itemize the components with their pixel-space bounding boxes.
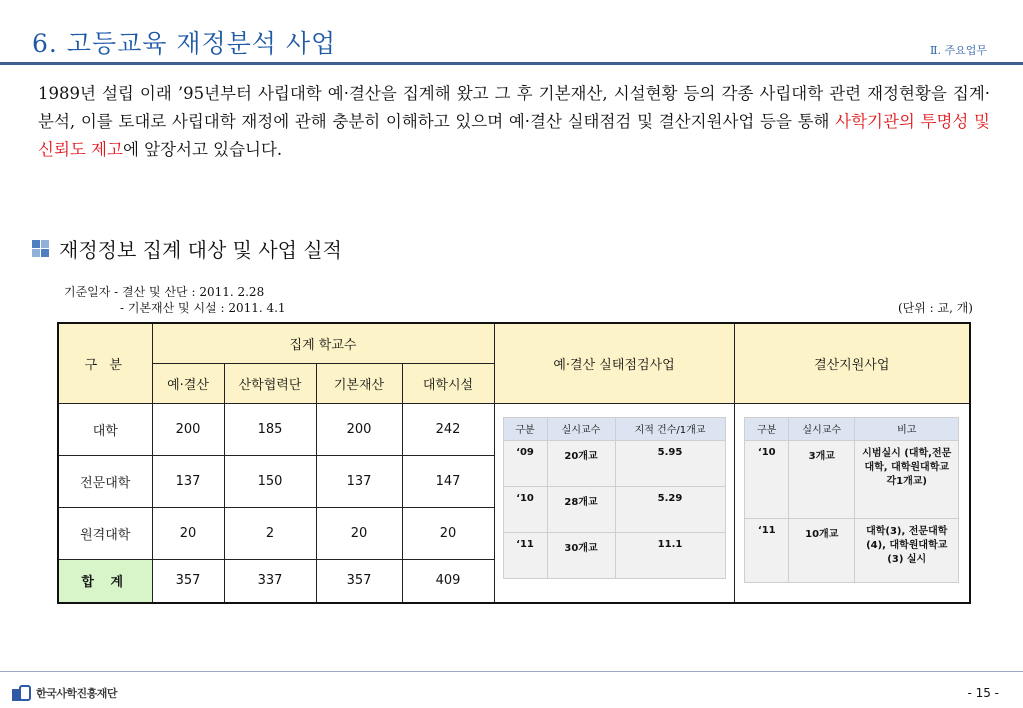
section-tag: Ⅱ. 주요업무: [930, 44, 987, 57]
inspection-cell-ratio: 11.1: [615, 532, 725, 578]
table-cell: 147: [402, 455, 494, 507]
support-cell-note: 시범실시 (대학,전문대학, 대학원대학교 각1개교): [855, 440, 959, 518]
header-school-count: 집계 학교수: [152, 323, 494, 363]
support-cell-year: ‘11: [745, 518, 789, 582]
reference-date-note-1: 기준일자 - 결산 및 산단 : 2011. 2.28: [64, 285, 265, 299]
section-heading: [32, 234, 342, 263]
support-header: 실시교수: [789, 417, 855, 440]
inspection-cell-ratio: 5.95: [615, 440, 725, 486]
table-cell: 137: [316, 455, 402, 507]
header-facilities: 대학시설: [402, 363, 494, 403]
header-budget: 예·결산: [152, 363, 224, 403]
inspection-header: 지적 건수/1개교: [615, 417, 725, 440]
inspection-cell-count: 28개교: [547, 486, 615, 532]
table-cell: 150: [224, 455, 316, 507]
row-label: 대학: [58, 403, 152, 455]
table-cell: 242: [402, 403, 494, 455]
intro-text-end: 에 앞장서고 있습니다.: [122, 140, 283, 159]
header-assets: 기본재산: [316, 363, 402, 403]
logo-mark-icon: [12, 683, 32, 703]
unit-note: (단위 : 교, 개): [897, 301, 973, 315]
table-cell: 185: [224, 403, 316, 455]
intro-paragraph: [38, 80, 990, 164]
header-support: 결산지원사업: [734, 323, 970, 403]
stats-table: [57, 322, 971, 604]
inspection-header: 구분: [503, 417, 547, 440]
header-category: 구 분: [58, 323, 152, 403]
inspection-cell-year: ‘09: [503, 440, 547, 486]
support-cell-count: 3개교: [789, 440, 855, 518]
header-industry: 산학협력단: [224, 363, 316, 403]
table-cell: 200: [316, 403, 402, 455]
section-heading-text: 재정정보 집계 대상 및 사업 실적: [59, 238, 342, 262]
intro-highlight: 사학기관의 투명성 및 신뢰도 제고: [38, 112, 990, 159]
table-cell: 20: [402, 507, 494, 559]
foundation-logo: [12, 683, 117, 703]
support-cell-note: 대학(3), 전문대학(4), 대학원대학교(3) 실시: [855, 518, 959, 582]
support-cell-year: ‘10: [745, 440, 789, 518]
total-cell: 357: [316, 559, 402, 603]
table-cell: 137: [152, 455, 224, 507]
reference-date-note-2: - 기본재산 및 시설 : 2011. 4.1: [120, 301, 286, 315]
total-cell: 409: [402, 559, 494, 603]
table-cell: 200: [152, 403, 224, 455]
support-cell: [734, 403, 970, 603]
intro-text: 1989년 설립 이래 ’95년부터 사립대학 예·결산을 집계해 왔고 그 후 기본재산, 시설현황 등의 각종 사립대학 관련 재정현황을 집계·분석, 이를 토대로 사립대학 재정에 관해 충분히 이해하고 있으며 예·결산 실태점검 및 결산지원사업 등을 통해: [38, 84, 990, 131]
page-title: 6. 고등교육 재정분석 사업: [32, 29, 337, 58]
support-cell-count: 10개교: [789, 518, 855, 582]
page-number: - 15 -: [967, 686, 999, 700]
total-cell: 357: [152, 559, 224, 603]
inspection-cell-count: 20개교: [547, 440, 615, 486]
inspection-cell-count: 30개교: [547, 532, 615, 578]
inspection-table: [503, 417, 726, 579]
inspection-cell-ratio: 5.29: [615, 486, 725, 532]
footer-divider: [0, 671, 1023, 672]
row-label: 원격대학: [58, 507, 152, 559]
table-cell: 20: [316, 507, 402, 559]
inspection-cell-year: ‘11: [503, 532, 547, 578]
row-label: 전문대학: [58, 455, 152, 507]
total-label: 합 계: [58, 559, 152, 603]
support-table: [744, 417, 959, 583]
header-inspection: 예·결산 실태점검사업: [494, 323, 734, 403]
table-cell: 20: [152, 507, 224, 559]
title-divider: [0, 62, 1023, 65]
inspection-cell-year: ‘10: [503, 486, 547, 532]
table-cell: 2: [224, 507, 316, 559]
support-header: 비고: [855, 417, 959, 440]
total-cell: 337: [224, 559, 316, 603]
inspection-cell: [494, 403, 734, 603]
logo-text: 한국사학진흥재단: [36, 687, 118, 700]
support-header: 구분: [745, 417, 789, 440]
grid-bullet-icon: [32, 240, 49, 257]
inspection-header: 실시교수: [547, 417, 615, 440]
